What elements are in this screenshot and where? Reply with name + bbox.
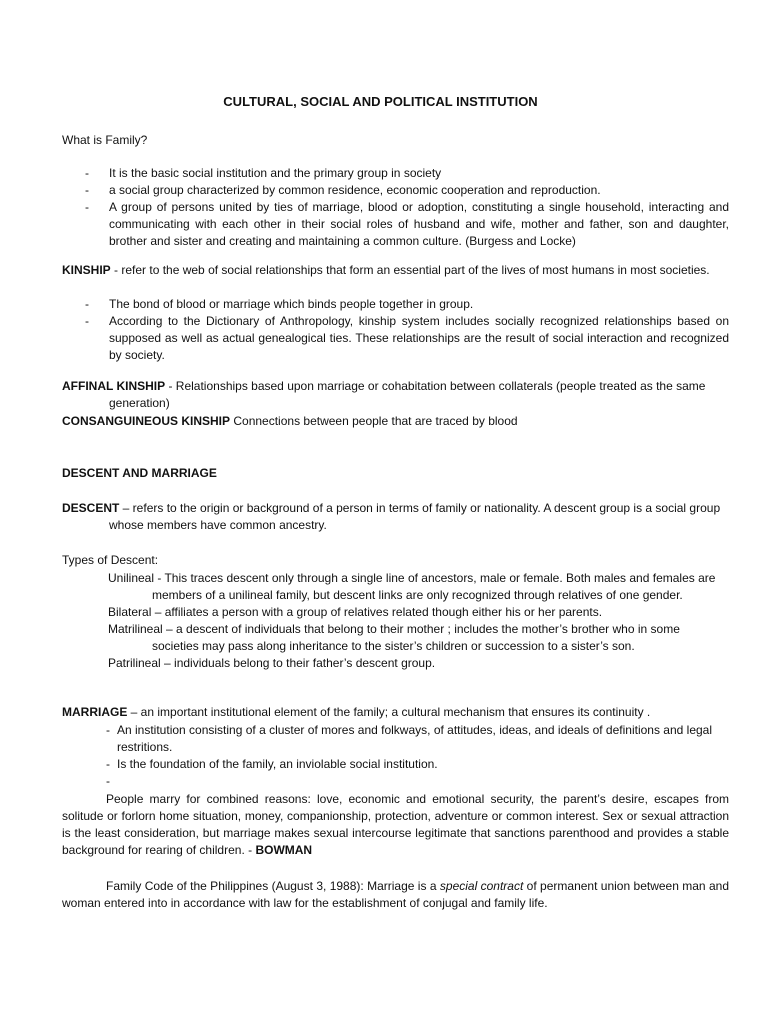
descent-term: DESCENT xyxy=(62,501,120,515)
marriage-author: BOWMAN xyxy=(255,843,313,857)
consanguineous-term: CONSANGUINEOUS KINSHIP xyxy=(62,414,231,428)
descent-definition xyxy=(62,500,729,534)
family-question: What is Family? xyxy=(62,133,148,147)
family-code-text1: Marriage is a xyxy=(363,879,440,893)
affinal-text: - Relationships based upon marriage or cohabitation between collaterals (people treated as the same generation) xyxy=(109,379,706,410)
kinship-term: KINSHIP xyxy=(62,263,111,277)
list-item: Patrilineal – individuals belong to their father’s descent group. xyxy=(108,656,436,670)
family-code-paragraph xyxy=(62,878,729,912)
kinship-text: - refer to the web of social relationships that form an essential part of the lives of most humans in most societies. xyxy=(110,263,710,277)
affinal-definition xyxy=(62,378,729,412)
list-item: - Is the foundation of the family, an inviolable social institution. xyxy=(106,757,438,771)
types-heading: Types of Descent: xyxy=(62,553,159,567)
kinship-list xyxy=(62,296,729,364)
list-item-text: It is the basic social institution and the primary group in society xyxy=(109,166,442,180)
consanguineous-text: Connections between people that are traced by blood xyxy=(230,414,518,428)
list-item: Matrilineal – a descent of individuals that belong to their mother ; includes the mother’s brother who in some societies may pass along inheritance to the sister’s children or succession to a sister’s son. xyxy=(108,622,680,653)
marriage-text: – an important institutional element of the family; a cultural mechanism that ensures its continuity . xyxy=(127,705,651,719)
types-list xyxy=(62,570,729,672)
list-item: - An institution consisting of a cluster of mores and folkways, of attitudes, ideas, and ideals of definitions and legal restritions. xyxy=(106,723,713,754)
list-item-text: a social group characterized by common residence, economic cooperation and reproduction. xyxy=(109,183,601,197)
list-item: - According to the Dictionary of Anthropology, kinship system includes socially recognized relationships based on supposed as well as actual genealogical ties. These relationships are the result of social interaction and recognized by society. xyxy=(85,314,729,362)
list-item: - The bond of blood or marriage which binds people together in group. xyxy=(85,297,474,311)
family-code-lead: Family Code of the Philippines (August 3, 1988): xyxy=(106,879,364,893)
list-item: - It is the basic social institution and the primary group in society xyxy=(85,166,442,180)
list-item: Unilineal - This traces descent only through a single line of ancestors, male or female. Both males and females are members of a unilineal family, but descent links are only recognized through relatives of one gender. xyxy=(108,571,716,602)
consanguineous-definition xyxy=(62,413,729,430)
family-code-emphasis: special contract xyxy=(439,879,524,893)
family-code-text2: of permanent union between man and woman entered into in accordance with law for the establishment of conjugal and family life. xyxy=(62,879,729,910)
list-item: Bilateral – affiliates a person with a group of relatives related though either his or her parents. xyxy=(108,605,603,619)
list-item-text: An institution consisting of a cluster of mores and folkways, of attitudes, ideas, and ideals of definitions and legal restritions. xyxy=(117,723,713,754)
list-item-text: According to the Dictionary of Anthropology, kinship system includes socially recognized relationships based on supposed as well as actual genealogical ties. These relationships are the result of social interaction and recognized by society. xyxy=(109,314,729,362)
list-item: - a social group characterized by common residence, economic cooperation and reproduction. xyxy=(85,183,601,197)
page-title: CULTURAL, SOCIAL AND POLITICAL INSTITUTION xyxy=(223,94,538,109)
marriage-paragraph-text: People marry for combined reasons: love, economic and emotional security, the parent’s desire, escapes from solitude or forlorn home situation, money, companionship, protection, adventure or common interest. Sex or sexual attraction is the least consideration, but marriage makes sexual intercourse legitimate that sanctions parenthood and provides a stable background for rearing of children. - xyxy=(62,792,729,857)
list-item-text: A group of persons united by ties of marriage, blood or adoption, constituting a single household, interacting and communicating with each other in their social roles of husband and wife, mother and father, son and daughter, brother and sister and creating and maintaining a common culture. (Burgess and Locke) xyxy=(109,200,729,248)
marriage-list: - An institution consisting of a cluster of mores and folkways, of attitudes, ideas, and ideals of definitions and legal restritions. - Is the foundation of the family, an inviolable social institution. - xyxy=(62,722,729,773)
marriage-definition xyxy=(62,704,729,721)
affinal-term: AFFINAL KINSHIP xyxy=(62,379,166,393)
list-item-text: The bond of blood or marriage which binds people together in group. xyxy=(109,297,474,311)
marriage-paragraph xyxy=(62,791,729,859)
descent-text: – refers to the origin or background of a person in terms of family or nationality. A descent group is a social group whose members have common ancestry. xyxy=(109,501,721,532)
kinship-definition xyxy=(62,262,729,279)
section-heading: DESCENT AND MARRIAGE xyxy=(62,466,217,480)
document-page xyxy=(62,0,729,1024)
list-item: - A group of persons united by ties of marriage, blood or adoption, constituting a single household, interacting and communicating with each other in their social roles of husband and wife, mother and father, son and daughter, brother and sister and creating and maintaining a common culture. (Burgess and Locke) xyxy=(85,200,729,248)
list-item-text: Is the foundation of the family, an inviolable social institution. xyxy=(117,757,438,771)
marriage-term: MARRIAGE xyxy=(62,705,128,719)
family-list xyxy=(62,165,729,250)
